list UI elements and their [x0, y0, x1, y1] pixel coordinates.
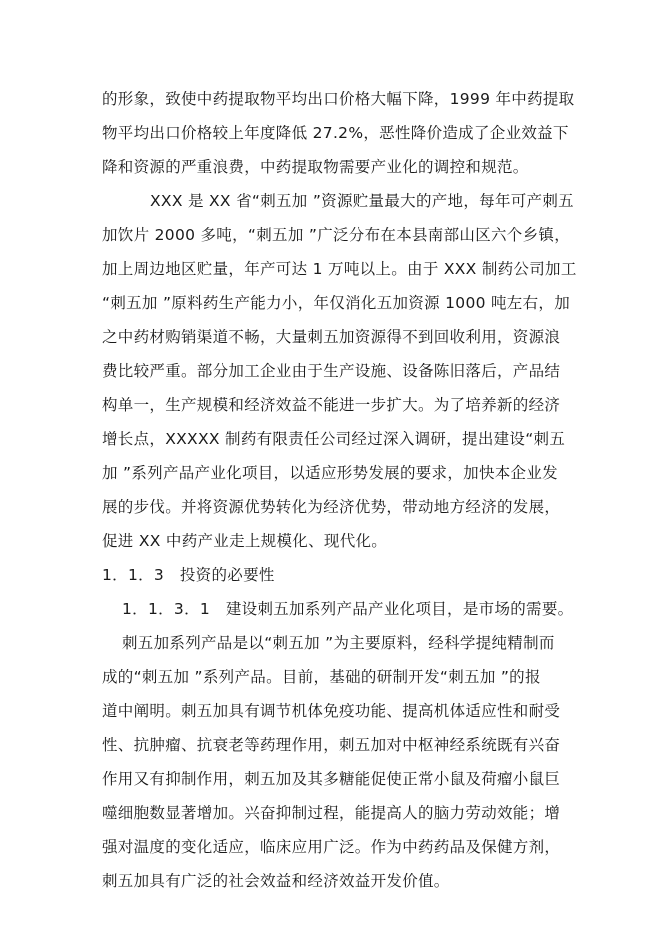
paragraph-line: XXX 是 XX 省“刺五加 ”资源贮量最大的产地，每年可产刺五	[150, 192, 574, 210]
paragraph-line: 成的“刺五加 ”系列产品。目前，基础的研制开发“刺五加 ”的报	[102, 668, 541, 686]
section-heading: 1．1．3 投资的必要性	[102, 566, 275, 584]
paragraph-line: 道中阐明。刺五加具有调节机体免疫功能、提高机体适应性和耐受	[102, 702, 561, 720]
paragraph-line: 强对温度的变化适应，临床应用广泛。作为中药药品及保健方剂，	[102, 838, 561, 856]
paragraph-line: 物平均出口价格较上年度降低 27.2%，恶性降价造成了企业效益下	[102, 124, 569, 142]
paragraph-line: 之中药材购销渠道不畅，大量刺五加资源得不到回收利用，资源浪	[102, 328, 561, 346]
paragraph-line: “刺五加 ”原料药生产能力小，年仅消化五加资源 1000 吨左右，加	[102, 294, 570, 312]
paragraph-line: 的形象，致使中药提取物平均出口价格大幅下降，1999 年中药提取	[102, 90, 575, 108]
paragraph-line: 降和资源的严重浪费，中药提取物需要产业化的调控和规范。	[102, 158, 529, 176]
paragraph-line: 加上周边地区贮量，年产可达 1 万吨以上。由于 XXX 制药公司加工	[102, 260, 577, 278]
paragraph-line: 展的步伐。并将资源优势转化为经济优势，带动地方经济的发展，	[102, 498, 561, 516]
paragraph-line: 构单一，生产规模和经济效益不能进一步扩大。为了培养新的经济	[102, 396, 561, 414]
paragraph-line: 促进 XX 中药产业走上规模化、现代化。	[102, 532, 388, 550]
paragraph-line: 加饮片 2000 多吨，“刺五加 ”广泛分布在本县南部山区六个乡镇，	[102, 226, 570, 244]
paragraph-line: 加 ”系列产品产业化项目，以适应形势发展的要求，加快本企业发	[102, 464, 558, 482]
paragraph-line: 噬细胞数显著增加。兴奋抑制过程，能提高人的脑力劳动效能；增	[102, 804, 561, 822]
paragraph-line: 费比较严重。部分加工企业由于生产设施、设备陈旧落后，产品结	[102, 362, 561, 380]
paragraph-line: 作用又有抑制作用，刺五加及其多糖能促使正常小鼠及荷瘤小鼠巨	[102, 770, 561, 788]
paragraph-line: 性、抗肿瘤、抗衰老等药理作用，刺五加对中枢神经系统既有兴奋	[102, 736, 561, 754]
paragraph-line: 增长点，XXXXX 制药有限责任公司经过深入调研，提出建设“刺五	[102, 430, 566, 448]
subsection-heading: 1．1．3．1 建设刺五加系列产品产业化项目，是市场的需要。	[122, 600, 574, 618]
paragraph-line: 刺五加具有广泛的社会效益和经济效益开发价值。	[102, 872, 450, 890]
paragraph-line: 刺五加系列产品是以“刺五加 ”为主要原料，经科学提纯精制而	[122, 634, 555, 652]
